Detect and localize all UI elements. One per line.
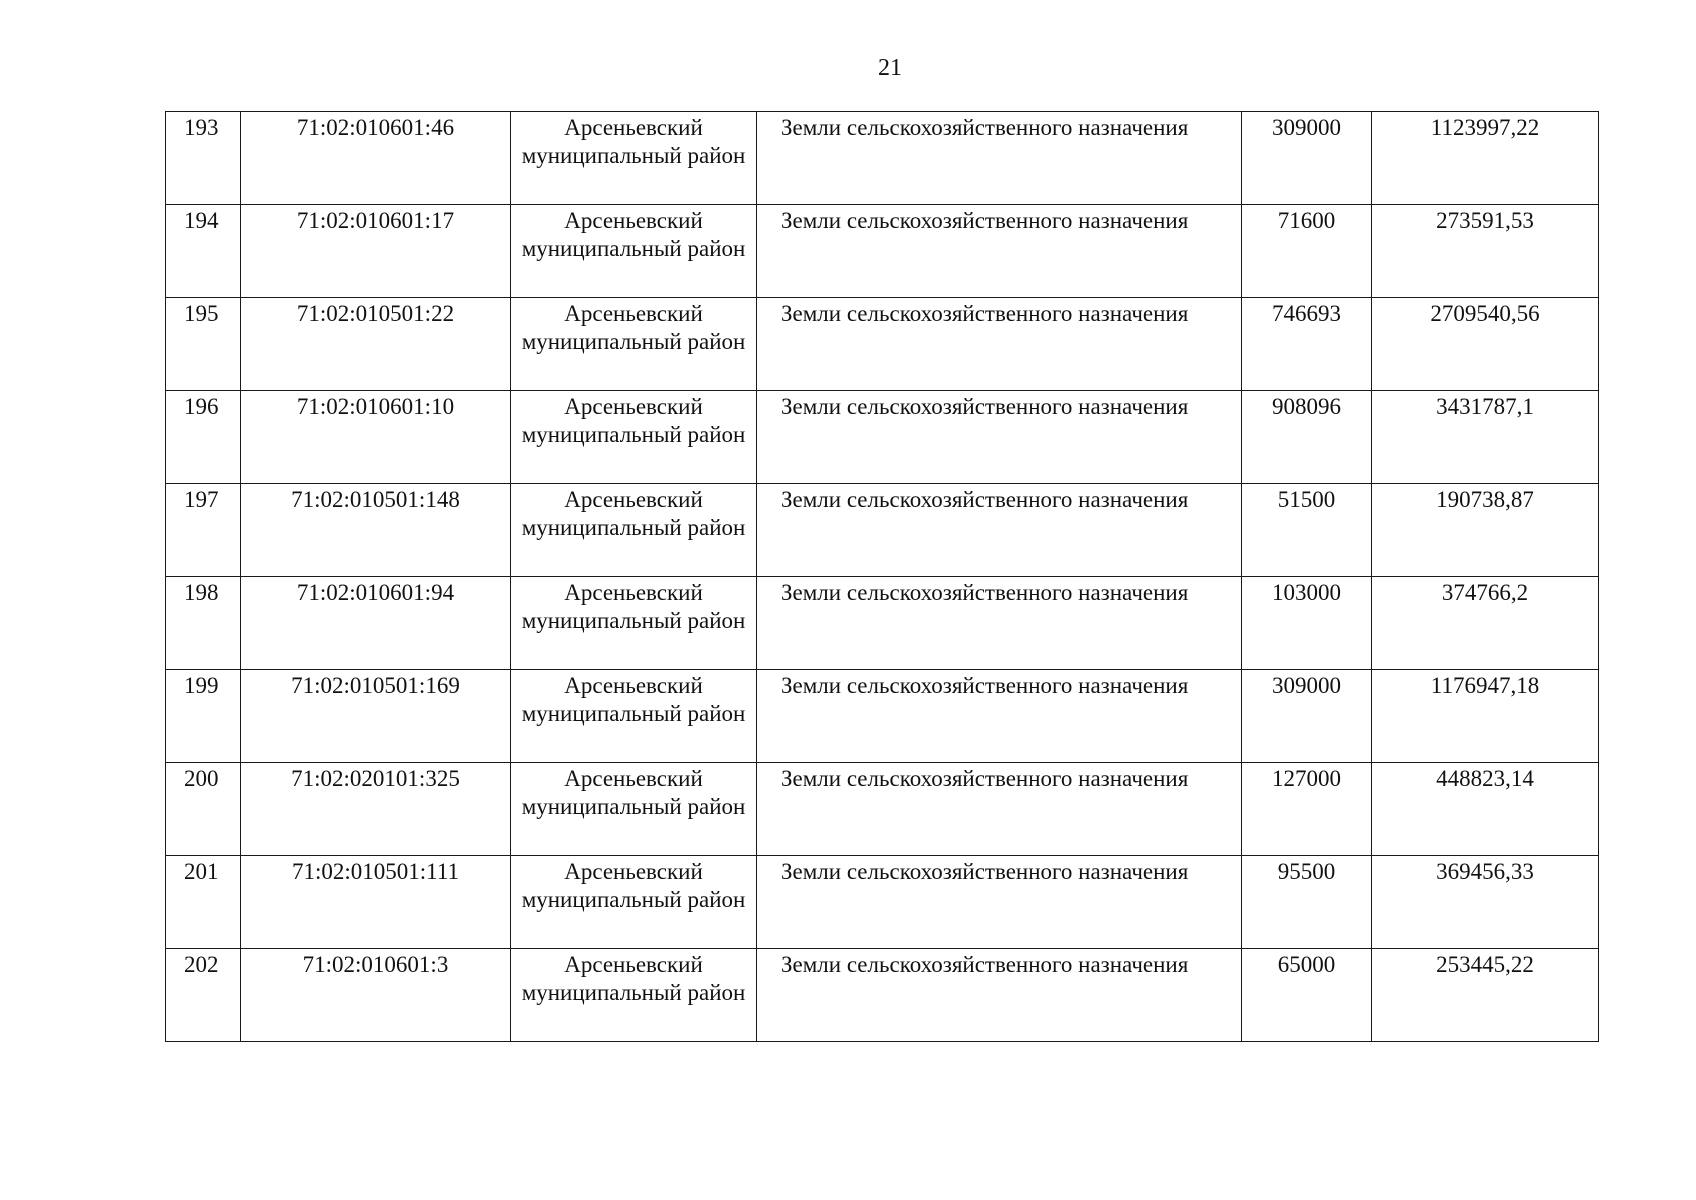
page-number: 21 xyxy=(878,55,902,81)
district: Арсеньевский муниципальный район xyxy=(511,112,757,205)
cadastral-value: 2709540,56 xyxy=(1372,298,1599,391)
row-number: 201 xyxy=(166,856,241,949)
cadastral-number: 71:02:010501:111 xyxy=(241,856,511,949)
table-row xyxy=(166,298,1599,391)
cadastral-value: 374766,2 xyxy=(1372,577,1599,670)
area: 51500 xyxy=(1242,484,1372,577)
cadastral-value: 369456,33 xyxy=(1372,856,1599,949)
land-category: Земли сельскохозяйственного назначения xyxy=(757,856,1242,949)
area: 908096 xyxy=(1242,391,1372,484)
land-category: Земли сельскохозяйственного назначения xyxy=(757,763,1242,856)
area: 95500 xyxy=(1242,856,1372,949)
land-category: Земли сельскохозяйственного назначения xyxy=(757,949,1242,1042)
table-row xyxy=(166,856,1599,949)
cadastral-number: 71:02:010601:10 xyxy=(241,391,511,484)
cadastral-number: 71:02:010601:3 xyxy=(241,949,511,1042)
row-number: 199 xyxy=(166,670,241,763)
district: Арсеньевский муниципальный район xyxy=(511,670,757,763)
area: 127000 xyxy=(1242,763,1372,856)
land-category: Земли сельскохозяйственного назначения xyxy=(757,112,1242,205)
land-category: Земли сельскохозяйственного назначения xyxy=(757,577,1242,670)
table-row xyxy=(166,391,1599,484)
land-category: Земли сельскохозяйственного назначения xyxy=(757,391,1242,484)
cadastral-number: 71:02:020101:325 xyxy=(241,763,511,856)
cadastral-value: 3431787,1 xyxy=(1372,391,1599,484)
area: 65000 xyxy=(1242,949,1372,1042)
area: 103000 xyxy=(1242,577,1372,670)
row-number: 202 xyxy=(166,949,241,1042)
row-number: 195 xyxy=(166,298,241,391)
cadastral-value: 190738,87 xyxy=(1372,484,1599,577)
cadastral-number: 71:02:010501:148 xyxy=(241,484,511,577)
row-number: 194 xyxy=(166,205,241,298)
table-row xyxy=(166,949,1599,1042)
district: Арсеньевский муниципальный район xyxy=(511,391,757,484)
cadastral-number: 71:02:010501:22 xyxy=(241,298,511,391)
district: Арсеньевский муниципальный район xyxy=(511,577,757,670)
cadastral-number: 71:02:010501:169 xyxy=(241,670,511,763)
district: Арсеньевский муниципальный район xyxy=(511,205,757,298)
table-body xyxy=(166,112,1599,1042)
row-number: 200 xyxy=(166,763,241,856)
table-row xyxy=(166,577,1599,670)
table-row xyxy=(166,763,1599,856)
table-row xyxy=(166,112,1599,205)
land-category: Земли сельскохозяйственного назначения xyxy=(757,670,1242,763)
district: Арсеньевский муниципальный район xyxy=(511,856,757,949)
cadastral-number: 71:02:010601:94 xyxy=(241,577,511,670)
cadastral-number: 71:02:010601:46 xyxy=(241,112,511,205)
land-category: Земли сельскохозяйственного назначения xyxy=(757,298,1242,391)
land-plots-table xyxy=(165,111,1599,1042)
cadastral-value: 253445,22 xyxy=(1372,949,1599,1042)
cadastral-value: 1123997,22 xyxy=(1372,112,1599,205)
table-row xyxy=(166,205,1599,298)
area: 309000 xyxy=(1242,112,1372,205)
cadastral-value: 273591,53 xyxy=(1372,205,1599,298)
district: Арсеньевский муниципальный район xyxy=(511,484,757,577)
row-number: 198 xyxy=(166,577,241,670)
row-number: 193 xyxy=(166,112,241,205)
district: Арсеньевский муниципальный район xyxy=(511,949,757,1042)
area: 746693 xyxy=(1242,298,1372,391)
district: Арсеньевский муниципальный район xyxy=(511,298,757,391)
row-number: 196 xyxy=(166,391,241,484)
row-number: 197 xyxy=(166,484,241,577)
area: 71600 xyxy=(1242,205,1372,298)
table-row xyxy=(166,484,1599,577)
table-row xyxy=(166,670,1599,763)
cadastral-number: 71:02:010601:17 xyxy=(241,205,511,298)
area: 309000 xyxy=(1242,670,1372,763)
cadastral-value: 1176947,18 xyxy=(1372,670,1599,763)
district: Арсеньевский муниципальный район xyxy=(511,763,757,856)
land-category: Земли сельскохозяйственного назначения xyxy=(757,484,1242,577)
land-category: Земли сельскохозяйственного назначения xyxy=(757,205,1242,298)
cadastral-value: 448823,14 xyxy=(1372,763,1599,856)
